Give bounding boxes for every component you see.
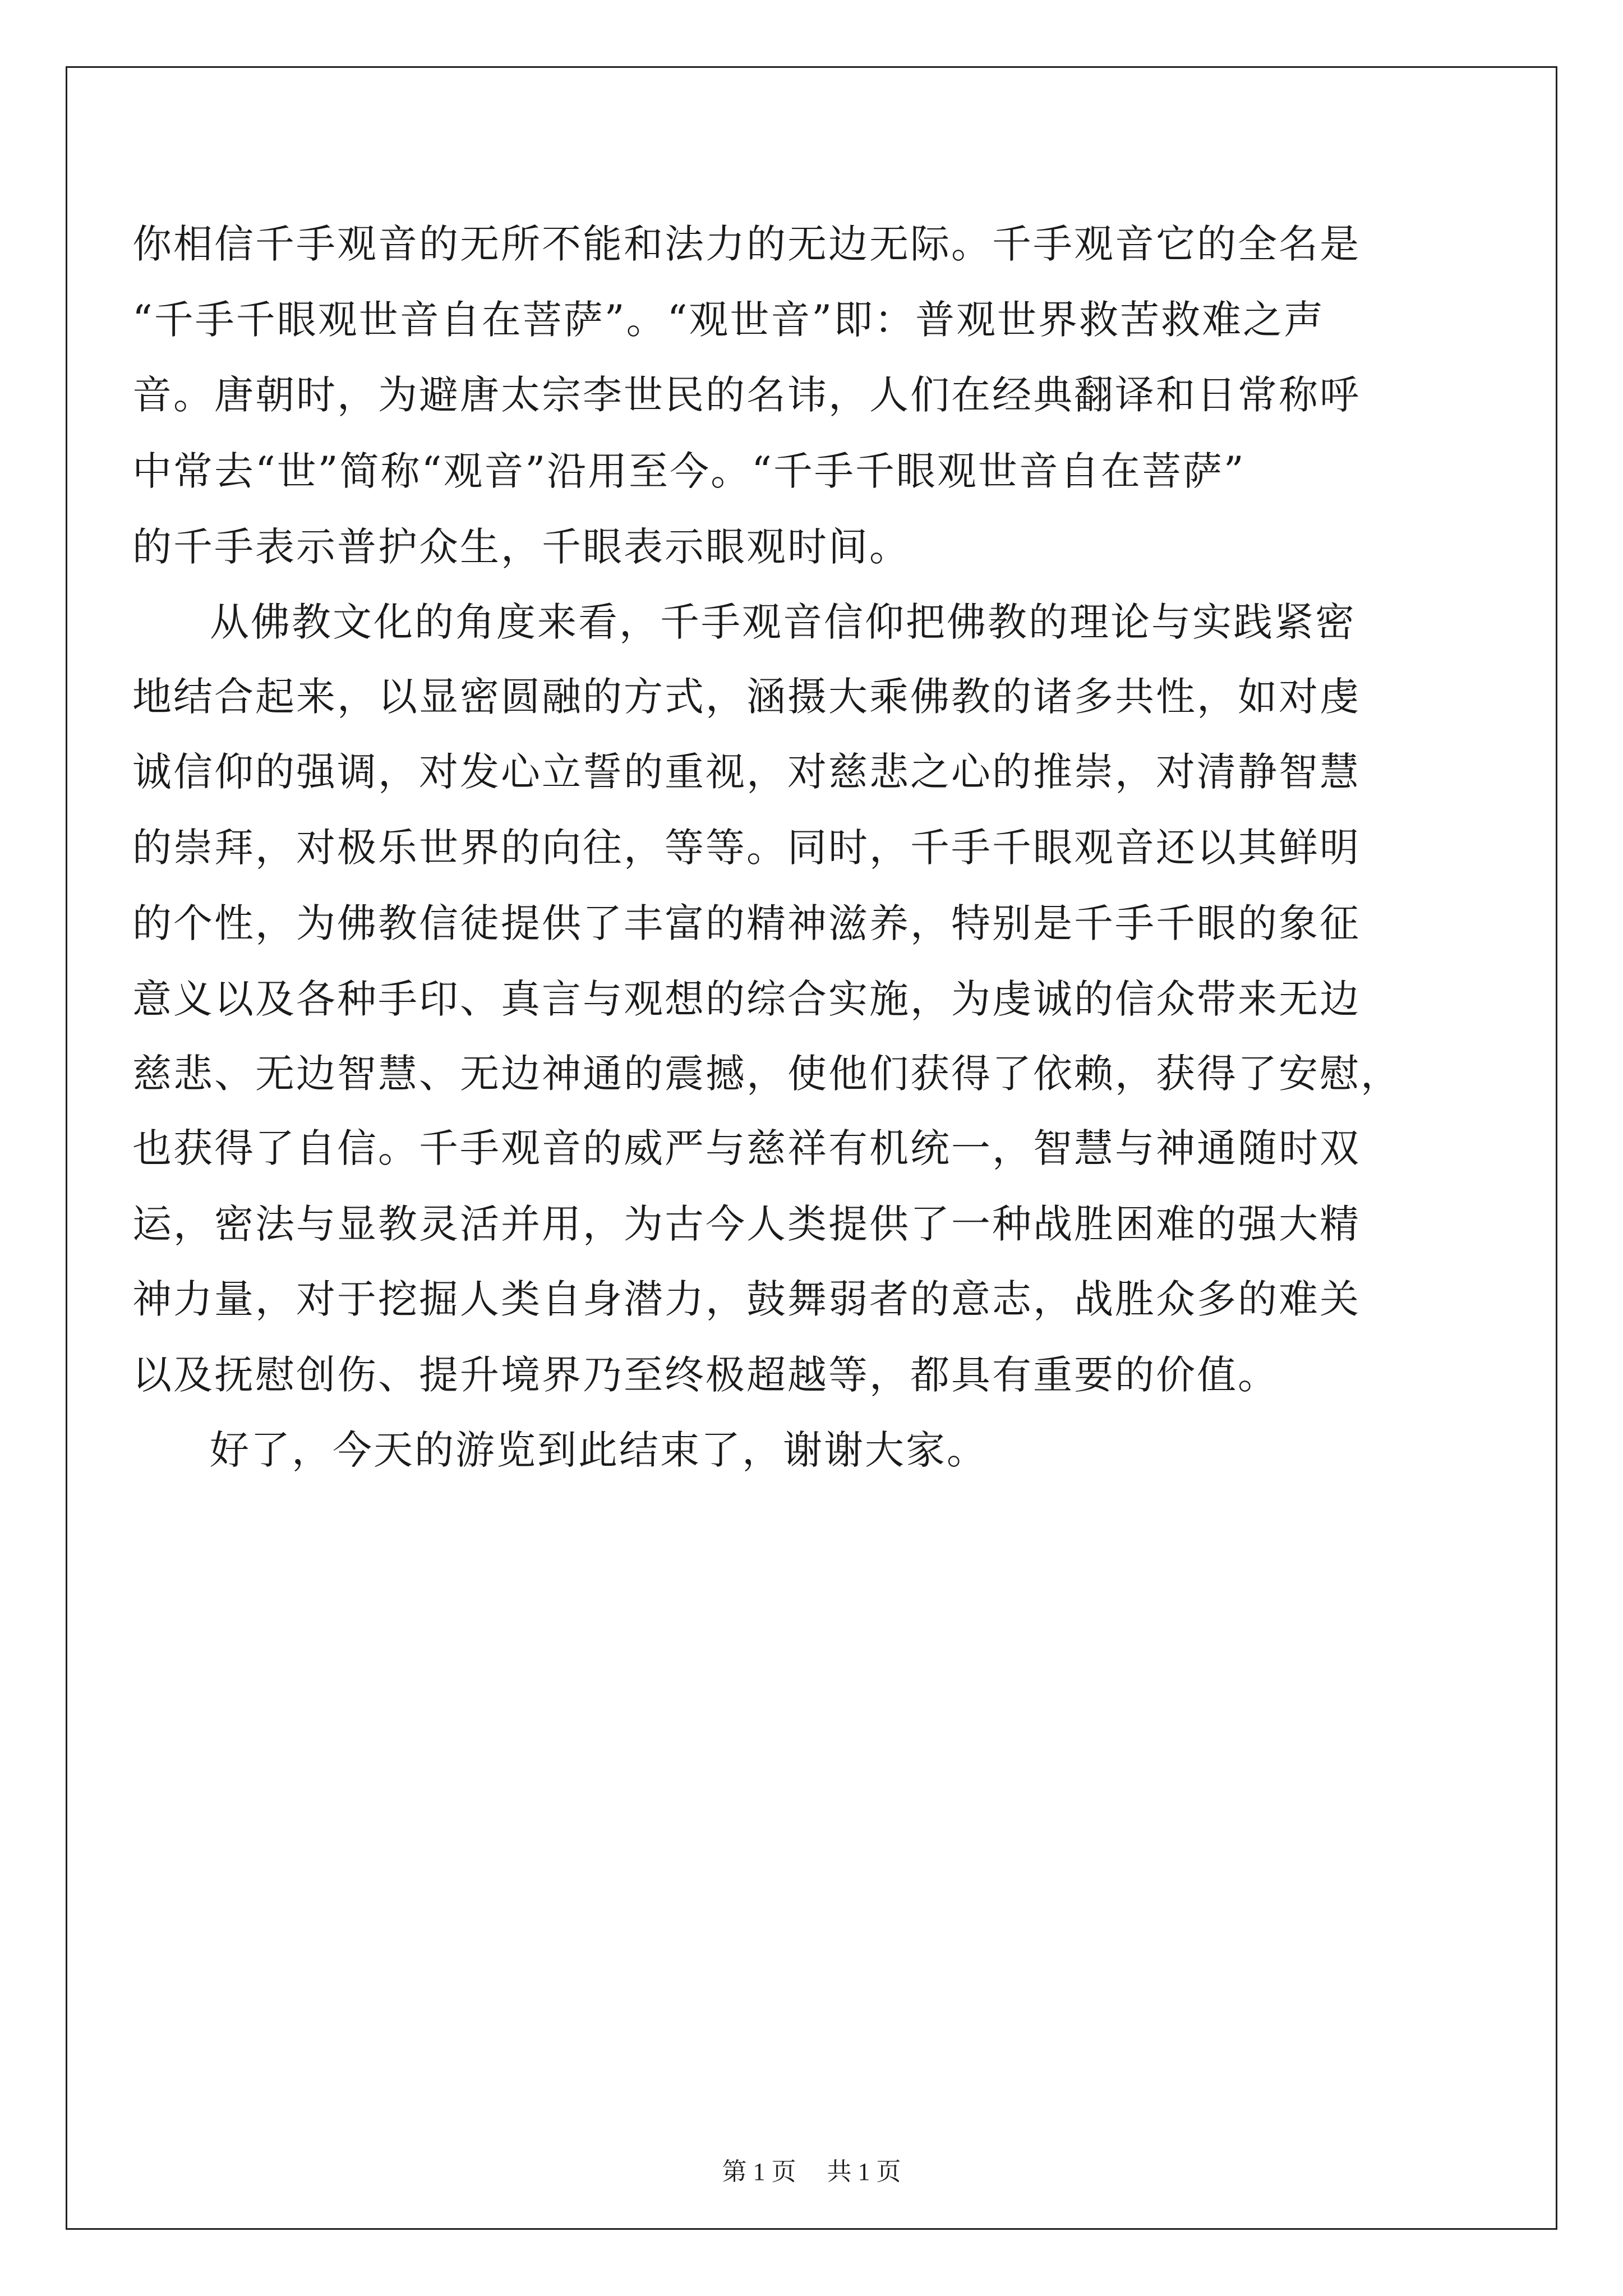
text-line: 的个性，为佛教信徒提供了丰富的精神滋养，特别是千手千眼的象征 xyxy=(132,900,1361,946)
text-line: 音。唐朝时，为避唐太宗李世民的名讳，人们在经典翻译和日常称呼 xyxy=(132,372,1361,418)
paragraph-first-line: 从佛教文化的角度来看，千手观音信仰把佛教的理论与实践紧密 xyxy=(210,599,1356,645)
text-line: 运，密法与显教灵活并用，为古今人类提供了一种战胜困难的强大精 xyxy=(132,1201,1361,1247)
text-line: 以及抚慰创伤、提升境界乃至终极超越等，都具有重要的价值。 xyxy=(132,1352,1279,1398)
paragraph-first-line: 好了，今天的游览到此结束了，谢谢大家。 xyxy=(210,1427,988,1473)
text-line: 地结合起来，以显密圆融的方式，涵摄大乘佛教的诸多共性，如对虔 xyxy=(132,674,1361,720)
text-line: 诚信仰的强调，对发心立誓的重视，对慈悲之心的推崇，对清静智慧 xyxy=(132,749,1361,795)
text-line: 也获得了自信。千手观音的威严与慈祥有机统一，智慧与神通随时双 xyxy=(132,1125,1361,1171)
text-line: 中常去“世”简称“观音”沿用至今。“千手千眼观世音自在菩萨” xyxy=(132,448,1246,494)
text-line: 的千手表示普护众生，千眼表示眼观时间。 xyxy=(132,524,910,570)
page-number: 第 1 页 共 1 页 xyxy=(722,2158,901,2185)
text-line: 的崇拜，对极乐世界的向往，等等。同时，千手千眼观音还以其鲜明 xyxy=(132,825,1361,871)
text-line: 你相信千手观音的无所不能和法力的无边无际。千手观音它的全名是 xyxy=(132,221,1361,267)
text-line: “千手千眼观世音自在菩萨”。“观世音”即：普观世界救苦救难之声 xyxy=(132,297,1325,343)
text-line: 意义以及各种手印、真言与观想的综合实施，为虔诚的信众带来无边 xyxy=(132,976,1361,1022)
text-line: 神力量，对于挖掘人类自身潜力，鼓舞弱者的意志，战胜众多的难关 xyxy=(132,1276,1361,1322)
text-line: 慈悲、无边智慧、无边神通的震撼，使他们获得了依赖，获得了安慰， xyxy=(132,1051,1401,1097)
